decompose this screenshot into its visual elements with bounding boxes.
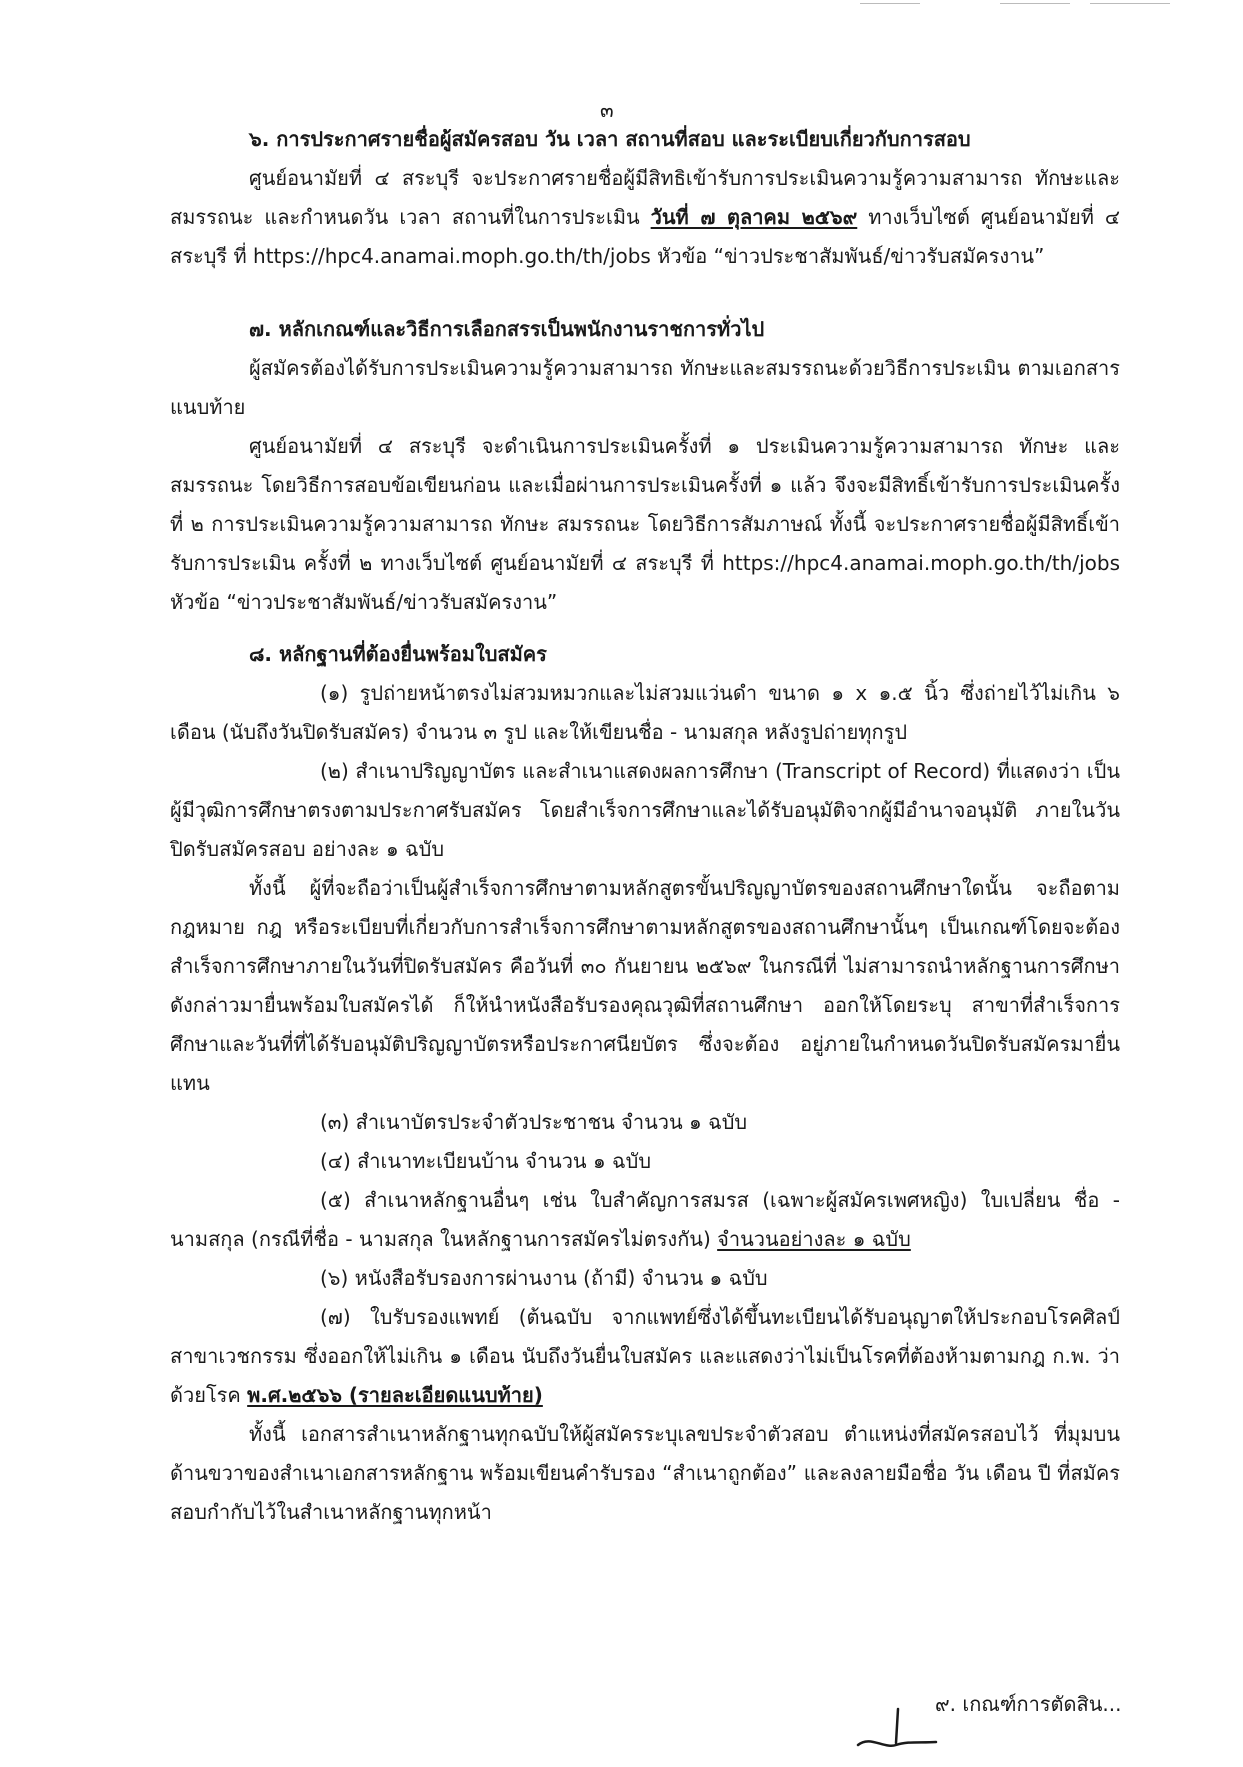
section-7 (170, 310, 1120, 622)
exam-date: วันที่ ๗ ตุลาคม ๒๕๖๙ (650, 205, 858, 229)
section-6-paragraph (170, 159, 1120, 276)
section-8-heading: ๘. หลักฐานที่ต้องยื่นพร้อมใบสมัคร (249, 642, 547, 666)
item-7-underlined: พ.ศ.๒๕๖๖ (รายละเอียดแนบท้าย) (247, 1383, 543, 1407)
section-7-paragraph-2: ศูนย์อนามัยที่ ๔ สระบุรี จะดำเนินการประเมินครั้งที่ ๑ ประเมินความรู้ความสามารถ ทักษะ และ สมรรถนะ โดยวิธีการสอบข้อเขียนก่อน และเมื่อผ่านการประเมินครั้งที่ ๑ แล้ว จึงจะมีสิทธิ์เข้ารับการประเมินครั้งที่ ๒ การประเมินความรู้ความสามารถ ทักษะ สมรรถนะ โดยวิธีการสัมภาษณ์ ทั้งนี้ จะประกาศรายชื่อผู้มีสิทธิ์เข้ารับการประเมิน ครั้งที่ ๒ ทางเว็บไซต์ ศูนย์อนามัยที่ ๔ สระบุรี ที่ https://hpc4.anamai.moph.go.th/th/jobs หัวข้อ “ข่าวประชาสัมพันธ์/ข่าวรับสมัครงาน” (170, 434, 1120, 614)
item-5-underlined: จำนวนอย่างละ ๑ ฉบับ (717, 1227, 911, 1251)
section-6-heading: ๖. การประกาศรายชื่อผู้สมัครสอบ วัน เวลา สถานที่สอบ และระเบียบเกี่ยวกับการสอบ (249, 127, 971, 151)
section-6 (170, 120, 1120, 276)
section-7-paragraph-1: ผู้สมัครต้องได้รับการประเมินความรู้ความสามารถ ทักษะและสมรรถนะด้วยวิธีการประเมิน ตามเอกสารแนบท้าย (170, 356, 1120, 419)
item-5 (170, 1181, 1120, 1259)
section-6-text-2: ทางเว็บไซต์ ศูนย์อนามัยที่ ๔ สระบุรี ที่ https://hpc4.anamai.moph.go.th/th/jobs หัวข้อ “ข่าวประชาสัมพันธ์/ข่าวรับสมัครงาน” (170, 205, 1121, 268)
initials-signature (850, 1705, 940, 1755)
item-1: (๑) รูปถ่ายหน้าตรงไม่สวมหมวกและไม่สวมแว่นดำ ขนาด ๑ x ๑.๕ นิ้ว ซึ่งถ่ายไว้ไม่เกิน ๖ เดือน (นับถึงวันปิดรับสมัคร) จำนวน ๓ รูป และให้เขียนชื่อ - นามสกุล หลังรูปถ่ายทุกรูป (170, 681, 1120, 744)
item-7-text: (๗) ใบรับรองแพทย์ (ต้นฉบับ จากแพทย์ซึ่งได้ขึ้นทะเบียนได้รับอนุญาตให้ประกอบโรคศิลป์ สาขาเวชกรรม ซึ่งออกให้ไม่เกิน ๑ เดือน นับถึงวันยื่นใบสมัคร และแสดงว่าไม่เป็นโรคที่ต้องห้ามตามกฎ ก.พ. ว่าด้วยโรค (170, 1305, 1120, 1407)
item-3: (๓) สำเนาบัตรประจำตัวประชาชน จำนวน ๑ ฉบับ (320, 1110, 748, 1134)
item-2: (๒) สำเนาปริญญาบัตร และสำเนาแสดงผลการศึกษา (Transcript of Record) ที่แสดงว่า เป็นผู้มีวุฒิการศึกษาตรงตามประกาศรับสมัคร โดยสำเร็จการศึกษาและได้รับอนุมัติจากผู้มีอำนาจอนุมัติ ภายในวันปิดรับสมัครสอบ อย่างละ ๑ ฉบับ (170, 759, 1120, 861)
item-4: (๔) สำเนาทะเบียนบ้าน จำนวน ๑ ฉบับ (320, 1149, 652, 1173)
note-2: ทั้งนี้ เอกสารสำเนาหลักฐานทุกฉบับให้ผู้สมัครระบุเลขประจำตัวสอบ ตำแหน่งที่สมัครสอบไว้ ที่มุมบนด้านขวาของสำเนาเอกสารหลักฐาน พร้อมเขียนคำรับรอง “สำเนาถูกต้อง” และลงลายมือชื่อ วัน เดือน ปี ที่สมัครสอบกำกับไว้ในสำเนาหลักฐานทุกหน้า (170, 1422, 1120, 1524)
section-6-text: ศูนย์อนามัยที่ ๔ สระบุรี จะประกาศรายชื่อผู้มีสิทธิเข้ารับการประเมินความรู้ความสามารถ ทักษะและสมรรถนะ และกำหนดวัน เวลา สถานที่ในการประเมิน (170, 166, 1120, 229)
section-7-heading: ๗. หลักเกณฑ์และวิธีการเลือกสรรเป็นพนักงานราชการทั่วไป (249, 317, 765, 341)
scan-artifact (860, 0, 1180, 8)
section-8 (170, 635, 1120, 1532)
page-number: ๓ (600, 98, 614, 122)
item-6: (๖) หนังสือรับรองการผ่านงาน (ถ้ามี) จำนวน ๑ ฉบับ (320, 1266, 768, 1290)
next-page-reference: ๙. เกณฑ์การตัดสิน... (935, 1692, 1122, 1716)
item-7 (170, 1298, 1120, 1415)
note-1: ทั้งนี้ ผู้ที่จะถือว่าเป็นผู้สำเร็จการศึกษาตามหลักสูตรขั้นปริญญาบัตรของสถานศึกษาใดนั้น จะถือตามกฎหมาย กฎ หรือระเบียบที่เกี่ยวกับการสำเร็จการศึกษาตามหลักสูตรของสถานศึกษานั้นๆ เป็นเกณฑ์โดยจะต้องสำเร็จการศึกษาภายในวันที่ปิดรับสมัคร คือวันที่ ๓๐ กันยายน ๒๕๖๙ ในกรณีที่ ไม่สามารถนำหลักฐานการศึกษาดังกล่าวมายื่นพร้อมใบสมัครได้ ก็ให้นำหนังสือรับรองคุณวุฒิที่สถานศึกษา ออกให้โดยระบุ สาขาที่สำเร็จการศึกษาและวันที่ที่ได้รับอนุมัติปริญญาบัตรหรือประกาศนียบัตร ซึ่งจะต้อง อยู่ภายในกำหนดวันปิดรับสมัครมายื่นแทน (170, 876, 1120, 1095)
item-5-text: (๕) สำเนาหลักฐานอื่นๆ เช่น ใบสำคัญการสมรส (เฉพาะผู้สมัครเพศหญิง) ใบเปลี่ยน ชื่อ - นามสกุล (กรณีที่ชื่อ - นามสกุล ในหลักฐานการสมัครไม่ตรงกัน) (170, 1188, 1120, 1251)
